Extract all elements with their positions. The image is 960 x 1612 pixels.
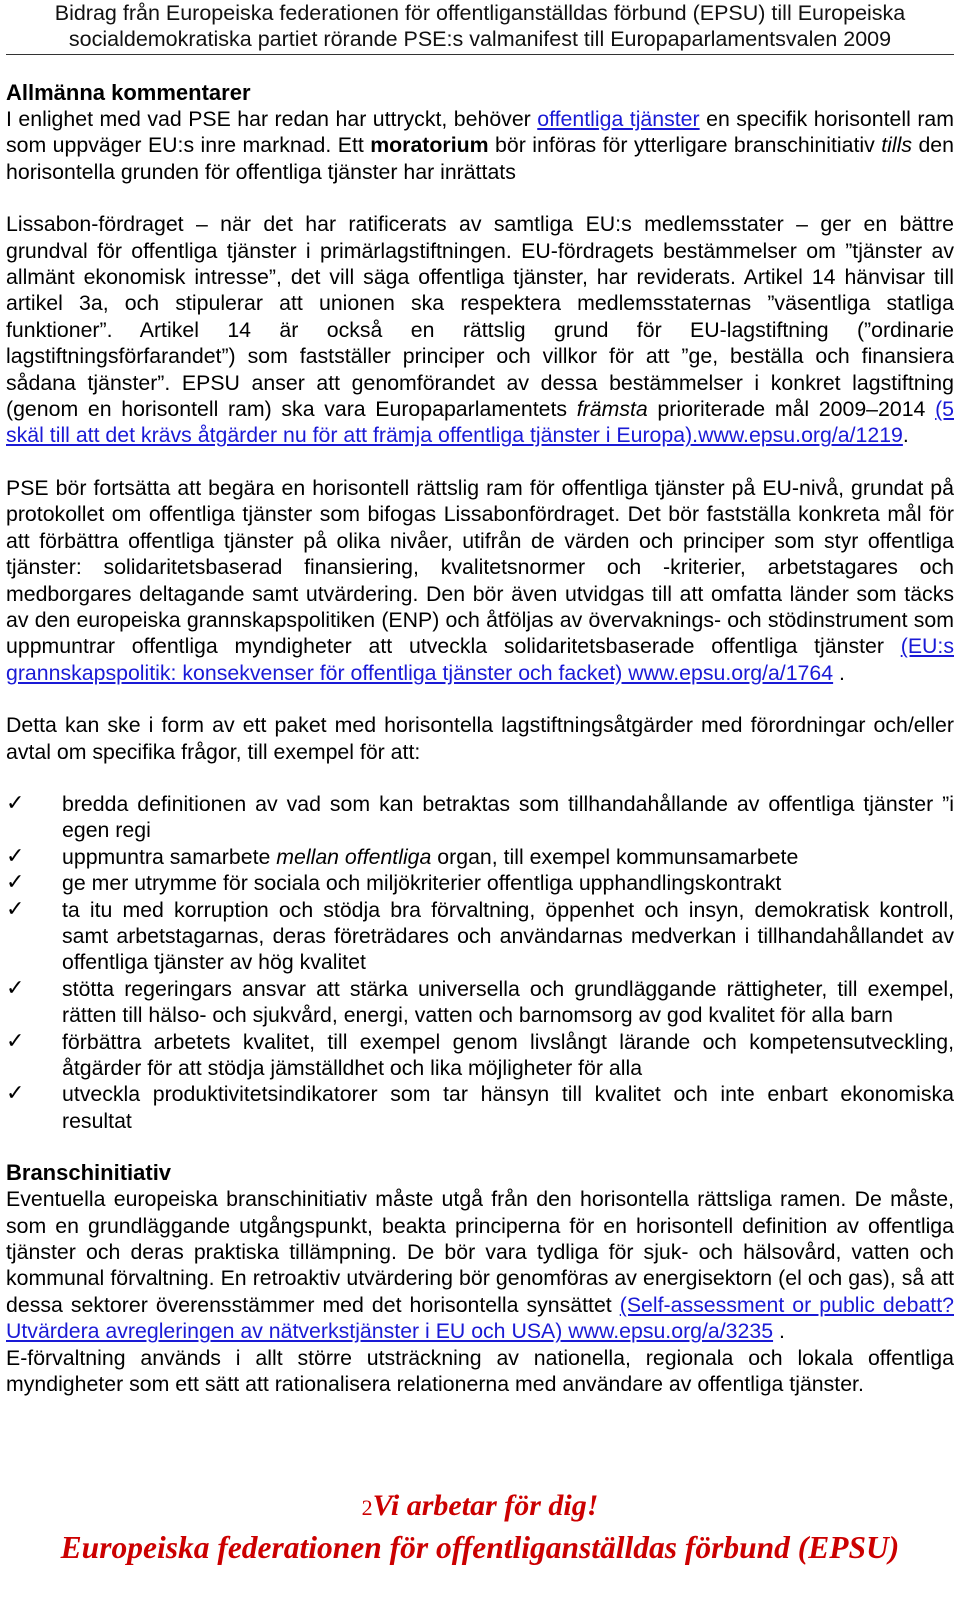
text: .	[902, 423, 909, 448]
text: ge mer utrymme för sociala och miljökriterier offentliga upphandlingskontrakt	[62, 871, 782, 896]
list-item	[6, 1081, 954, 1134]
text: Eventuella europeiska branschinitiativ måste utgå från den horisontella rättsliga ramen. De måste, som en grundläggande utgångspunkt, beakta principerna för en horisontell definition av offentliga tjänster och deras praktiska tillämpning. De bör vara tydliga för sjuk- och hälsovård, vatten och kommunal förvaltning. En retroaktiv utvärdering bör genomföras av energisektorn (el och gas), så att dessa sektorer överensstämmer med det horisontella synsättet	[6, 1187, 954, 1317]
paragraph-lisbon	[6, 211, 954, 449]
list-item	[6, 791, 954, 844]
text: uppmuntra samarbete	[62, 844, 277, 869]
checkmark-icon: ✓	[6, 975, 25, 1001]
text: stötta regeringars ansvar att stärka universella och grundläggande rättigheter, till exempel, rätten till hälso- och sjukvård, energi, vatten och barnomsorg av god kvalitet för alla barn	[62, 976, 954, 1028]
header-line-1: Bidrag från Europeiska federationen för offentliganställdas förbund (EPSU) till Europeiska	[54, 1, 906, 25]
text: .	[833, 660, 845, 685]
list-item	[6, 897, 954, 976]
running-header	[6, 0, 954, 52]
checklist	[6, 791, 954, 1134]
footer-slogan-line	[0, 1489, 960, 1525]
italic-text: tills	[881, 133, 912, 158]
italic-text: främsta	[576, 397, 648, 422]
header-line-2: socialdemokratiska partiet rörande PSE:s valmanifest till Europaparlamentsvalen 2009	[68, 27, 892, 51]
link-public-services[interactable]: offentliga tjänster	[537, 107, 700, 131]
header-divider	[6, 54, 954, 55]
text: organ, till exempel kommunsamarbete	[431, 844, 799, 869]
paragraph-intro	[6, 106, 954, 185]
paragraph-sector	[6, 1186, 954, 1344]
paragraph-package: Detta kan ske i form av ett paket med horisontella lagstiftningsåtgärder med förordningar och/eller avtal om specifika frågor, till exempel för att:	[6, 713, 954, 764]
text: en specifik horisontell ram som uppväger EU:s inre marknad. Ett	[6, 107, 954, 158]
page-number: 2	[361, 1495, 373, 1520]
list-item	[6, 1029, 954, 1082]
text: förbättra arbetets kvalitet, till exempel genom livslångt lärande och kompetensutveckling, åtgärder för att stödja jämställdhet och lika möjligheter för alla	[62, 1029, 954, 1080]
footer-organisation: Europeiska federationen för offentliganställdas förbund (EPSU)	[60, 1530, 900, 1565]
document-body	[6, 80, 954, 1397]
checkmark-icon: ✓	[6, 790, 25, 816]
text: ta itu med korruption och stödja bra förvaltning, öppenhet och insyn, demokratisk kontroll, samt arbetstagarnas, deras företrädares och användarnas medverkan i tillhandahållandet av offentliga tjänster av hög kvalitet	[62, 897, 954, 975]
text: den horisontella grunden för offentliga tjänster har inrättats	[6, 133, 954, 184]
checkmark-icon: ✓	[6, 1081, 25, 1107]
section-heading-general: Allmänna kommentarer	[6, 80, 251, 105]
text: prioriterade mål 2009–2014	[647, 397, 936, 422]
checkmark-icon: ✓	[6, 843, 25, 869]
paragraph-pse	[6, 475, 954, 686]
checkmark-icon: ✓	[6, 870, 25, 896]
text: bredda definitionen av vad som kan betraktas som tillhandahållande av offentliga tjänster ”i egen regi	[62, 791, 954, 843]
text: bör införas för ytterligare branschinitiativ	[488, 133, 882, 158]
text: PSE bör fortsätta att begära en horisontell rättslig ram för offentliga tjänster på EU-nivå, grundat på protokollet om offentliga tjänster som bifogas Lissabonfördraget. Det bör fastställa konkreta mål för att förbättra offentliga tjänster på olika nivåer, utifrån de värden och principer som styr offentliga tjänster: solidaritetsbaserad finansiering, kvalitetsnormer och -kriterier, arbetstagares och medborgares deltagande samt utvärdering. Den bör även utvidgas till att omfatta länder som täcks av den europeiska grannskapspolitiken (ENP) och åtföljas av övervaknings- och stödinstrument som uppmuntrar offentliga myndigheter att utveckla solidaritetsbaserade offentliga tjänster	[6, 475, 954, 659]
checkmark-icon: ✓	[6, 1028, 25, 1054]
list-item	[6, 870, 954, 896]
list-item	[6, 976, 954, 1029]
text: Lissabon-fördraget – när det har ratificerats av samtliga EU:s medlemsstater – ger en bättre grundval för offentliga tjänster i primärlagstiftningen. EU-fördragets bestämmelser om ”tjänster av allmänt ekonomisk intresse”, det vill säga offentliga tjänster, har reviderats. Artikel 14 hänvisar till artikel 3a, och stipulerar att unionen ska respektera medlemsstaternas ”väsentliga statliga funktioner”. Artikel 14 är också en rättslig grund för EU-lagstiftning (”ordinarie lagstiftningsförfarandet”) som fastställer principer och villkor för att ”ge, beställa och finansiera sådana tjänster”. EPSU anser att genomförandet av dessa bestämmelser i konkret lagstiftning (genom en horisontell ram) ska vara Europaparlamentets	[6, 212, 954, 422]
text: utveckla produktivitetsindikatorer som tar hänsyn till kvalitet och inte enbart ekonomiska resultat	[62, 1082, 954, 1133]
bold-text: moratorium	[370, 133, 489, 158]
footer-slogan: Vi arbetar för dig!	[372, 1489, 599, 1522]
link-epsu-3235[interactable]: (Self-assessment or public debatt? Utvärdera avregleringen av nätverkstjänster i EU och USA) www.epsu.org/a/3235	[6, 1292, 954, 1344]
text: .	[773, 1319, 785, 1344]
link-epsu-1219[interactable]: (5 skäl till att det krävs åtgärder nu för att främja offentliga tjänster i Europa).www.epsu.org/a/1219	[6, 397, 954, 448]
checkmark-icon: ✓	[6, 896, 25, 922]
italic-text: mellan offentliga	[276, 844, 432, 869]
link-epsu-1764[interactable]: (EU:s grannskapspolitik: konsekvenser för offentliga tjänster och facket) www.epsu.org/a/1764	[6, 634, 954, 685]
section-heading-sector: Branschinitiativ	[6, 1160, 172, 1186]
list-item	[6, 844, 954, 870]
text: I enlighet med vad PSE har redan har uttryckt, behöver	[6, 107, 538, 131]
paragraph-egov: E-förvaltning används i allt större utsträckning av nationella, regionala och lokala offentliga myndigheter som ett sätt att rationalisera relationerna med användare av offentliga tjänster.	[6, 1345, 954, 1397]
